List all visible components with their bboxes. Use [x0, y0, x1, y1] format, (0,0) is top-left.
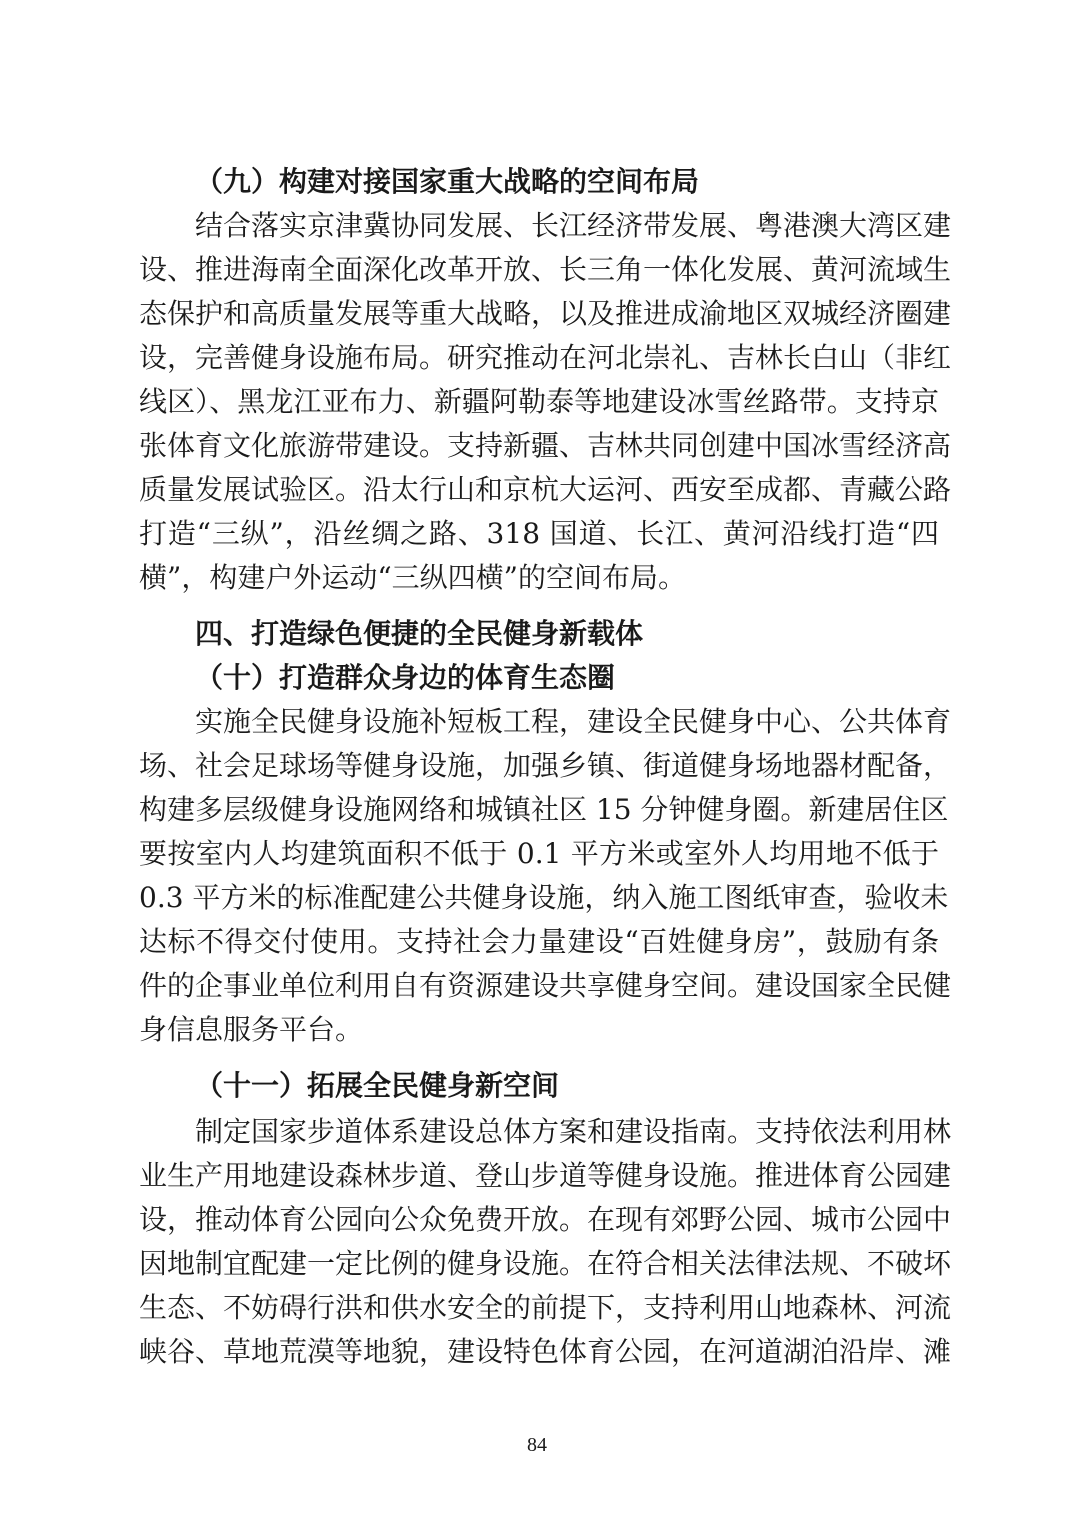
paragraph-line: 达标不得交付使用。支持社会力量建设“百姓健身房”，鼓励有条 [139, 925, 939, 958]
page-number: 84 [527, 1434, 547, 1456]
paragraph-line: 张体育文化旅游带建设。支持新疆、吉林共同创建中国冰雪经济高 [139, 429, 952, 462]
paragraph-line: 态保护和高质量发展等重大战略，以及推进成渝地区双城经济圈建 [139, 297, 952, 330]
paragraph-line: 身信息服务平台。 [139, 1013, 364, 1046]
paragraph-line: 设，完善健身设施布局。研究推动在河北崇礼、吉林长白山（非红 [139, 341, 952, 374]
paragraph-line: 因地制宜配建一定比例的健身设施。在符合相关法律法规、不破坏 [139, 1247, 952, 1280]
paragraph-line: 0.3 平方米的标准配建公共健身设施，纳入施工图纸审查，验收未 [139, 881, 949, 914]
section-heading-10: （十）打造群众身边的体育生态圈 [195, 661, 616, 694]
paragraph-line: 线区）、黑龙江亚布力、新疆阿勒泰等地建设冰雪丝路带。支持京 [139, 385, 939, 418]
paragraph-line: 峡谷、草地荒漠等地貌，建设特色体育公园，在河道湖泊沿岸、滩 [139, 1335, 952, 1368]
paragraph-line: 场、社会足球场等健身设施，加强乡镇、街道健身场地器材配备， [139, 749, 952, 782]
paragraph-line: 结合落实京津冀协同发展、长江经济带发展、粤港澳大湾区建 [195, 209, 952, 242]
paragraph-line: 横”，构建户外运动“三纵四横”的空间布局。 [139, 561, 686, 594]
paragraph-line: 件的企事业单位利用自有资源建设共享健身空间。建设国家全民健 [139, 969, 952, 1002]
paragraph-line: 设、推进海南全面深化改革开放、长三角一体化发展、黄河流域生 [139, 253, 952, 286]
paragraph-line: 设，推动体育公园向公众免费开放。在现有郊野公园、城市公园中 [139, 1203, 952, 1236]
paragraph-line: 打造“三纵”，沿丝绸之路、318 国道、长江、黄河沿线打造“四 [139, 517, 939, 550]
section-heading-9: （九）构建对接国家重大战略的空间布局 [195, 165, 700, 198]
paragraph-line: 构建多层级健身设施网络和城镇社区 15 分钟健身圈。新建居住区 [139, 793, 949, 826]
paragraph-line: 要按室内人均建筑面积不低于 0.1 平方米或室外人均用地不低于 [139, 837, 939, 870]
paragraph-line: 业生产用地建设森林步道、登山步道等健身设施。推进体育公园建 [139, 1159, 952, 1192]
paragraph-line: 质量发展试验区。沿太行山和京杭大运河、西安至成都、青藏公路 [139, 473, 952, 506]
paragraph-line: 实施全民健身设施补短板工程，建设全民健身中心、公共体育 [195, 705, 952, 738]
part-heading-4: 四、打造绿色便捷的全民健身新载体 [195, 617, 644, 650]
paragraph-line: 制定国家步道体系建设总体方案和建设指南。支持依法利用林 [195, 1115, 952, 1148]
section-heading-11: （十一）拓展全民健身新空间 [195, 1069, 560, 1102]
paragraph-line: 生态、不妨碍行洪和供水安全的前提下，支持利用山地森林、河流 [139, 1291, 952, 1324]
